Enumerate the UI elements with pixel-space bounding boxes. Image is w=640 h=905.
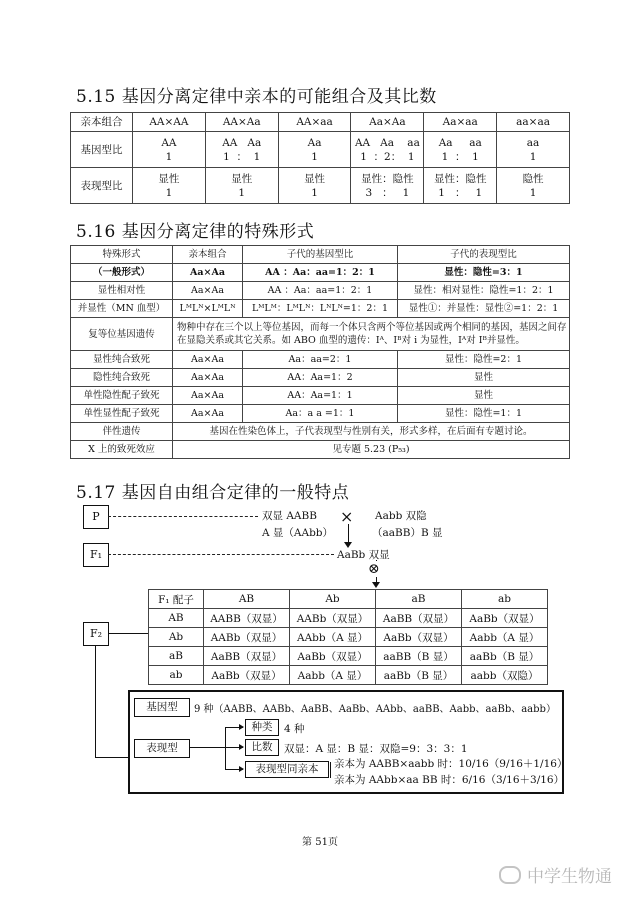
f2-generation-box: F₂ <box>83 622 109 646</box>
cell: AaBb（双显） <box>204 666 290 685</box>
cell: 伴性遗传 <box>71 423 173 441</box>
header-cell: AB <box>204 590 290 609</box>
header-cell: 子代的基因型比 <box>243 246 398 264</box>
cell: 并显性（MN 血型） <box>71 300 173 318</box>
cell-line: 1 ： 1 <box>441 150 479 163</box>
cell: LᴹLᴺ×LᴹLᴺ <box>173 300 243 318</box>
cell: AaBb（双显） <box>376 628 462 647</box>
section-5-17-title: 5.17 基因自由组合定律的一般特点 <box>76 483 350 503</box>
cell: AA ：Aa：aa=1：2：1 <box>243 282 398 300</box>
cell: 见专题 5.23 (P₅₃) <box>173 441 570 459</box>
section-5-16-title: 5.16 基因分离定律的特殊形式 <box>76 222 315 242</box>
header-cell: 特殊形式 <box>71 246 173 264</box>
cell: AA：Aa=1：2 <box>243 369 398 387</box>
cell: 显性 <box>398 369 570 387</box>
row-label: 基因型比 <box>71 132 133 168</box>
cell: 显性 <box>398 387 570 405</box>
cell: Aa×Aa <box>173 387 243 405</box>
same-text-2: 亲本为 AAbb×aa BB 时：6/16（3/16＋3/16） <box>334 774 565 786</box>
section-5-15-title: 5.15 基因分离定律中亲本的可能组合及其比数 <box>76 87 437 107</box>
selfing-symbol: ⊗ <box>368 561 380 577</box>
cell-line: 显性：隐性 <box>433 172 487 185</box>
cell: AABb（双显） <box>290 609 376 628</box>
cell: AaBB（双显） <box>376 609 462 628</box>
cell <box>205 132 278 168</box>
cell-line: 1 <box>311 186 318 199</box>
header-cell: Ab <box>290 590 376 609</box>
cell-line: 显性：隐性 <box>361 172 414 185</box>
header-cell: AA×AA <box>133 113 206 132</box>
table-row <box>71 282 570 300</box>
cell: AABb（双显） <box>204 628 290 647</box>
cell-line: 3 ： 1 <box>365 186 410 199</box>
arrow-line <box>348 524 349 544</box>
cell: 显性①：并显性：显性②=1：2：1 <box>398 300 570 318</box>
cell: Ab <box>149 628 204 647</box>
f1-text: AaBb 双显 <box>337 549 390 561</box>
watermark <box>499 862 612 887</box>
table-row <box>71 132 570 168</box>
header-cell: F₁ 配子 <box>149 590 204 609</box>
cell-line: 显性 <box>158 172 180 185</box>
cell: 显性：相对显性：隐性=1：2：1 <box>398 282 570 300</box>
cell: Aa×Aa <box>173 264 243 282</box>
header-cell: aa×aa <box>497 113 570 132</box>
branch-line <box>189 747 225 748</box>
ratio-box: 比数 <box>245 739 279 756</box>
cell <box>133 132 206 168</box>
cell-line: aa <box>526 136 540 149</box>
special-forms-table <box>70 245 570 459</box>
cell-line: 隐性 <box>522 172 544 185</box>
cell: AaBb（双显） <box>462 609 548 628</box>
cell: 显性：隐性=2：1 <box>398 351 570 369</box>
header-cell: Aa×Aa <box>351 113 424 132</box>
f2-connector-line <box>95 645 96 757</box>
parent1-bottom-text: A 显（AAbb） <box>262 527 334 539</box>
cell: AB <box>149 609 204 628</box>
cell <box>351 132 424 168</box>
parent1-top-text: 双显 AABB <box>262 510 317 522</box>
genotype-text: 9 种（AABB、AABb、AaBB、AaBb、AAbb、aaBB、Aabb、aaBb、aabb） <box>194 704 556 715</box>
cell: 显性纯合致死 <box>71 351 173 369</box>
header-cell: AA×aa <box>278 113 351 132</box>
page-number: 第 51页 <box>302 837 338 848</box>
cell-line: 1 ： 1 <box>223 150 261 163</box>
cell-line: Aa <box>307 136 322 149</box>
cell <box>497 132 570 168</box>
f1-generation-box: F₁ <box>83 543 109 567</box>
cell: 显性相对性 <box>71 282 173 300</box>
cell <box>424 132 497 168</box>
arrow-right-icon <box>239 724 244 730</box>
watermark-text: 中学生物通 <box>527 867 612 887</box>
table-row <box>149 628 548 647</box>
cell: 单性隐性配子致死 <box>71 387 173 405</box>
p-generation-box: P <box>83 505 109 529</box>
header-cell: 亲本组合 <box>71 113 133 132</box>
f2-punnett-table <box>148 589 548 685</box>
header-cell: 亲本组合 <box>173 246 243 264</box>
cell: AA ：Aa：aa=1：2：1 <box>243 264 398 282</box>
cell-line: AA Aa aa <box>354 136 420 149</box>
cell-line: 1 <box>165 150 173 163</box>
cell: aaBb（B 显） <box>376 666 462 685</box>
cell: 显性：隐性=3：1 <box>398 264 570 282</box>
table-row <box>71 113 570 132</box>
cell: Aa×Aa <box>173 369 243 387</box>
cell: ab <box>149 666 204 685</box>
table-row <box>71 246 570 264</box>
cell: AA：Aa=1：1 <box>243 387 398 405</box>
cell <box>497 168 570 204</box>
f1-dashed-line <box>108 554 334 555</box>
cell <box>278 168 351 204</box>
cell-line: 显性 <box>231 172 253 185</box>
table-row <box>149 666 548 685</box>
cell: AaBb（双显） <box>290 647 376 666</box>
header-cell: aB <box>376 590 462 609</box>
cell: 物种中存在三个以上等位基因，而每一个体只含两个等位基因或两个相同的基因，基因之间存在显隐关系或其它关系。如 ABO 血型的遗传：Iᴬ、Iᴮ对 i 为显性，Iᴬ对 Iᴮ并显性。 <box>173 318 570 351</box>
genotype-box: 基因型 <box>134 698 190 717</box>
cell: AABB（双显） <box>204 609 290 628</box>
parent2-bottom-text: （aaBB）B 显 <box>372 527 443 539</box>
arrow-right-icon <box>239 766 244 772</box>
row-label: 表现型比 <box>71 168 133 204</box>
table-row <box>149 647 548 666</box>
cell: （一般形式） <box>71 264 173 282</box>
cell: Aa×Aa <box>173 351 243 369</box>
cell: 基因在性染色体上，子代表现型与性别有关，形式多样，在后面有专题讨论。 <box>173 423 570 441</box>
cell: Aabb（A 显） <box>462 628 548 647</box>
cell: Aa×Aa <box>173 282 243 300</box>
cell: Aa：aa=2：1 <box>243 351 398 369</box>
kinds-text: 4 种 <box>284 723 305 735</box>
header-cell: AA×Aa <box>205 113 278 132</box>
cell: aaBB（B 显） <box>376 647 462 666</box>
parent2-top-text: Aabb 双隐 <box>375 510 427 522</box>
table-row <box>71 387 570 405</box>
cell-line: 1 ： 1 <box>438 186 483 199</box>
cross-symbol: × <box>340 507 354 526</box>
cell: 隐性纯合致死 <box>71 369 173 387</box>
cell-line: AA Aa <box>222 136 262 149</box>
cell <box>278 132 351 168</box>
table-row <box>71 405 570 423</box>
cell-line: 1 <box>165 186 173 199</box>
cell: X 上的致死效应 <box>71 441 173 459</box>
cell: AAbb（A 显） <box>290 628 376 647</box>
cell-line: 1 <box>529 186 537 199</box>
cell: Aa：a a =1：1 <box>243 405 398 423</box>
cell: Aabb（A 显） <box>290 666 376 685</box>
cell <box>351 168 424 204</box>
cell-line: Aa aa <box>438 136 482 149</box>
cell <box>133 168 206 204</box>
table-row <box>71 369 570 387</box>
table-row <box>71 423 570 441</box>
header-cell: ab <box>462 590 548 609</box>
cell: AaBB（双显） <box>204 647 290 666</box>
cell <box>424 168 497 204</box>
table-row <box>71 441 570 459</box>
cell-line: AA <box>161 136 177 149</box>
cell-line: 1 ：2： 1 <box>360 150 415 163</box>
bracket-line <box>330 762 331 778</box>
arrow-down-icon <box>372 582 380 588</box>
same-as-parent-box: 表现型同亲本 <box>245 761 329 778</box>
same-text-1: 亲本为 AABB×aabb 时：10/16（9/16＋1/16） <box>334 758 568 770</box>
f2-connector-line <box>95 757 128 758</box>
cell-line: 1 <box>311 150 318 163</box>
header-cell: Aa×aa <box>424 113 497 132</box>
cell-line: 显性 <box>304 172 326 185</box>
table-row <box>71 264 570 282</box>
table-row <box>71 351 570 369</box>
cell: LᴹLᴹ：LᴹLᴺ：LᴺLᴺ=1：2：1 <box>243 300 398 318</box>
cell <box>205 168 278 204</box>
phenotype-box: 表现型 <box>134 739 190 758</box>
table-row <box>71 318 570 351</box>
ratio-text: 双显：A 显：B 显：双隐=9：3：3：1 <box>284 743 468 755</box>
cell-line: 1 <box>238 186 246 199</box>
cell: aabb（双隐） <box>462 666 548 685</box>
cell: 显性：隐性=1：1 <box>398 405 570 423</box>
kinds-box: 种类 <box>245 719 279 736</box>
allele-combination-table <box>70 112 570 204</box>
table-row <box>71 168 570 204</box>
chat-bubble-icon <box>499 866 521 884</box>
table-row <box>149 590 548 609</box>
p-dashed-line <box>108 516 258 517</box>
table-row <box>71 300 570 318</box>
arrow-right-icon <box>239 744 244 750</box>
cell: 单性显性配子致死 <box>71 405 173 423</box>
cell-line: 1 <box>529 150 537 163</box>
cell: Aa×Aa <box>173 405 243 423</box>
branch-line <box>225 727 226 769</box>
header-cell: 子代的表现型比 <box>398 246 570 264</box>
cell: 复等位基因遗传 <box>71 318 173 351</box>
table-row <box>149 609 548 628</box>
cell: aB <box>149 647 204 666</box>
f2-connector-line <box>108 633 148 634</box>
cell: aaBb（B 显） <box>462 647 548 666</box>
